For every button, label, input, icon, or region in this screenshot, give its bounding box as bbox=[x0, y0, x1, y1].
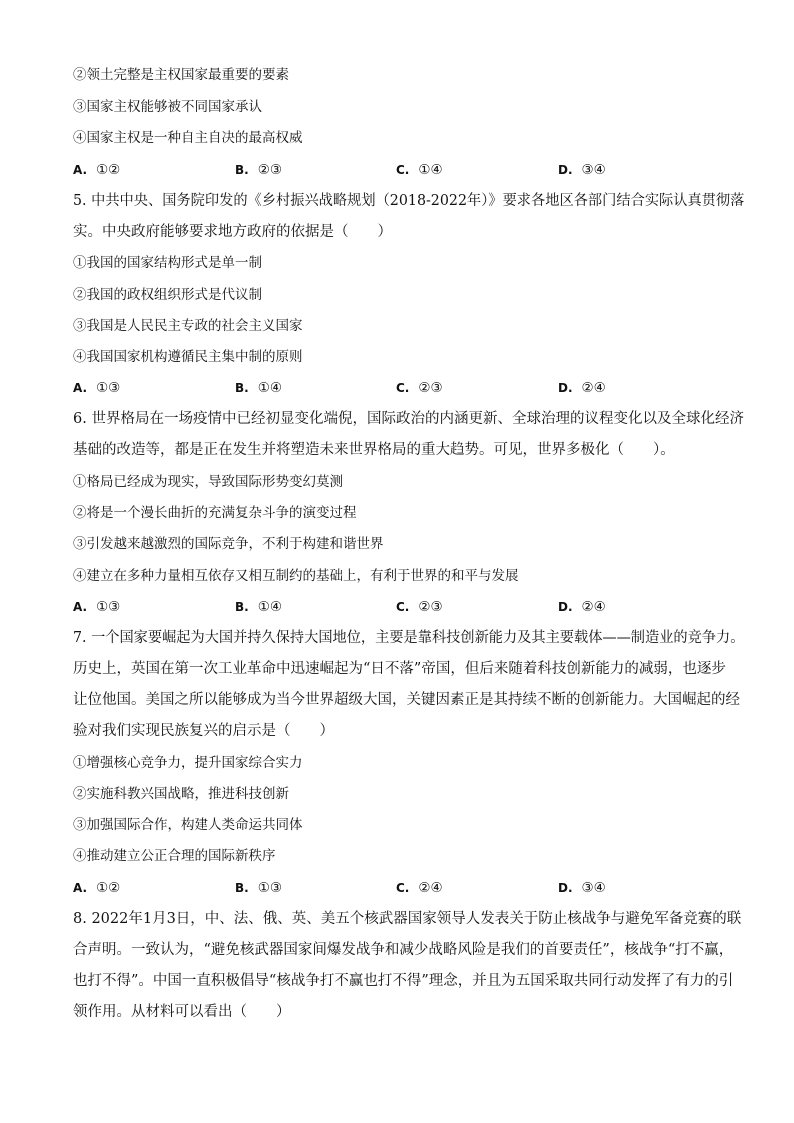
option-b[interactable]: B. ①④ bbox=[235, 380, 282, 396]
answer-options bbox=[73, 598, 733, 616]
statement: ②实施科教兴国战略，推进科技创新 bbox=[73, 786, 289, 802]
option-d[interactable]: D. ③④ bbox=[558, 162, 606, 178]
question-6-stem: 6. 世界格局在一场疫情中已经初显变化端倪，国际政治的内涵更新、全球治理的议程变化以及全球化经济 bbox=[73, 411, 744, 427]
question-7-stem: 让位他国。美国之所以能够成为当今世界超级大国，关键因素正是其持续不断的创新能力。大国崛起的经 bbox=[73, 692, 740, 708]
statement: ①格局已经成为现实，导致国际形势变幻莫测 bbox=[73, 474, 343, 490]
option-a[interactable]: A. ①③ bbox=[73, 599, 121, 615]
question-7-stem: 历史上，英国在第一次工业革命中迅速崛起为“日不落”帝国，但后来随着科技创新能力的减弱，也逐步 bbox=[73, 661, 726, 677]
option-c[interactable]: C. ①④ bbox=[396, 162, 443, 178]
option-d[interactable]: D. ②④ bbox=[558, 380, 606, 396]
statement: ④建立在多种力量相互依存又相互制约的基础上，有利于世界的和平与发展 bbox=[73, 568, 519, 584]
statement: ①我国的国家结构形式是单一制 bbox=[73, 255, 262, 271]
question-8-stem: 领作用。从材料可以看出（ ） bbox=[73, 1004, 291, 1020]
option-b[interactable]: B. ①④ bbox=[235, 599, 282, 615]
answer-options bbox=[73, 379, 733, 397]
statement: ④国家主权是一种自主自决的最高权威 bbox=[73, 130, 303, 146]
option-c[interactable]: C. ②③ bbox=[396, 599, 443, 615]
option-a[interactable]: A. ①② bbox=[73, 162, 121, 178]
question-7-stem: 7. 一个国家要崛起为大国并持久保持大国地位，主要是靠科技创新能力及其主要载体——制造业的竞争力。 bbox=[73, 630, 745, 646]
option-a[interactable]: A. ①③ bbox=[73, 380, 121, 396]
option-a[interactable]: A. ①② bbox=[73, 880, 121, 896]
statement: ③引发越来越激烈的国际竞争，不利于构建和谐世界 bbox=[73, 536, 384, 552]
statement: ②我国的政权组织形式是代议制 bbox=[73, 287, 262, 303]
question-8-stem: 8. 2022年1月3日，中、法、俄、英、美五个核武器国家领导人发表关于防止核战争与避免军备竞赛的联 bbox=[73, 911, 742, 927]
option-d[interactable]: D. ②④ bbox=[558, 599, 606, 615]
statement: ②将是一个漫长曲折的充满复杂斗争的演变过程 bbox=[73, 505, 357, 521]
question-8-stem: 合声明。一致认为，“避免核武器国家间爆发战争和减少战略风险是我们的首要责任”，核战争“打不赢， bbox=[73, 942, 734, 958]
question-8-stem: 也打不得”。中国一直积极倡导“核战争打不赢也打不得”理念，并且为五国采取共同行动发挥了有力的引 bbox=[73, 973, 734, 989]
option-c[interactable]: C. ②④ bbox=[396, 880, 443, 896]
statement: ①增强核心竞争力，提升国家综合实力 bbox=[73, 755, 303, 771]
statement: ③加强国际合作，构建人类命运共同体 bbox=[73, 817, 303, 833]
option-b[interactable]: B. ②③ bbox=[235, 162, 282, 178]
statement: ③我国是人民民主专政的社会主义国家 bbox=[73, 318, 303, 334]
answer-options bbox=[73, 161, 733, 179]
question-6-stem: 基础的改造等，都是正在发生并将塑造未来世界格局的重大趋势。可见，世界多极化（ ）。 bbox=[73, 442, 675, 458]
option-b[interactable]: B. ①③ bbox=[235, 880, 282, 896]
question-7-stem: 验对我们实现民族复兴的启示是（ ） bbox=[73, 723, 334, 739]
question-5-stem: 5. 中共中央、国务院印发的《乡村振兴战略规划（2018-2022年）》要求各地区各部门结合实际认真贯彻落 bbox=[73, 193, 745, 209]
answer-options bbox=[73, 879, 733, 897]
question-5-stem: 实。中央政府能够要求地方政府的依据是（ ） bbox=[73, 224, 392, 240]
option-d[interactable]: D. ③④ bbox=[558, 880, 606, 896]
statement: ②领土完整是主权国家最重要的要素 bbox=[73, 67, 289, 83]
statement: ④我国国家机构遵循民主集中制的原则 bbox=[73, 349, 303, 365]
statement: ③国家主权能够被不同国家承认 bbox=[73, 99, 262, 115]
statement: ④推动建立公正合理的国际新秩序 bbox=[73, 848, 276, 864]
option-c[interactable]: C. ②③ bbox=[396, 380, 443, 396]
